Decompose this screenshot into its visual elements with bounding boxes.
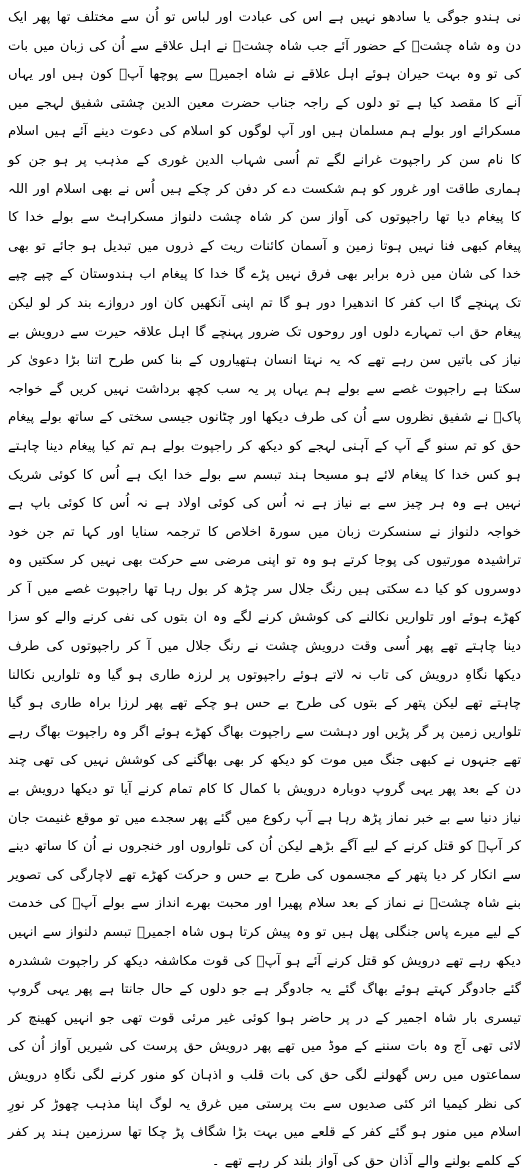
article-body-text: نی ہندو جوگی یا سادھو نہیں ہے اس کی عبادت اور لباس تو اُن سے مختلف تھا پھر ایک دن وہ شاہ چشتؒ کے حضور آئے جب شاہ چشتؒ نے اہل علاقے سے اُن کی زبان میں بات کی تو وہ بہت حیران ہوئے اہل علاقے نے شاہ اجمیرؒ سے پوچھا آپؒ کون ہیں اور یہاں آنے کا مقصد کیا ہے تو دلوں کے راجہ جناب حضرت معین الدین چشتی شفیق لہجے میں مسکرائے اور بولے ہم مسلمان ہیں اور آپ لوگوں کو اسلام کی دعوت دینے آئے ہیں اسلام کا نام سن کر راجپوت غرانے لگے تم اُسی شہاب الدین غوری کے مذہب پر ہو جن کو ہماری طاقت اور غرور کو ہم شکست دے کر دفن کر چکے ہیں اُس نے بھی اسلام اور اللہ کا پیغام دیا تھا راجپوتوں کی آواز سن کر شاہ چشت دلنواز مسکراہٹ سے بولے خدا کا پیغام کبھی فنا نہیں ہوتا زمین و آسمان کائنات ریت کے ذروں میں تبدیل ہو جائے تو بھی خدا کی شان میں ذرہ برابر بھی فرق نہیں پڑے گا خدا کا پیغام اب ہندوستان کے چپے چپے تک پہنچے گا اب کفر کا اندھیرا دور ہو گا تم اپنی آنکھیں کان اور دروازے بند کر لو لیکن پیغام حق اب تمہارے دلوں اور روحوں تک ضرور پہنچے گا اہل علاقہ حیرت سے درویش بے نیاز کی باتیں سن رہے تھے کہ یہ نہتا انسان ہتھیاروں کے بنا کس طرح اتنا بڑا دعویٰ کر سکتا ہے راجپوت غصے سے بولے ہم یہاں پر یہ سب کچھ برداشت نہیں کریں گے خواجہ پاکؒ نے شفیق نظروں سے اُن کی طرف دیکھا اور چٹانوں جیسی سختی کے ساتھ بولے پیغام حق کو تم سنو گے آپ کے آہنی لہجے کو دیکھ کر راجپوت بولے ہم تم کیا پیغام دینا چاہتے ہو کس خدا کا پیغام لائے ہو مسیحا ہند تبسم سے بولے خدا ایک ہے اُس کا کوئی شریک نہیں ہے وہ ہر چیز سے بے نیاز ہے نہ اُس کی کوئی اولاد ہے نہ اُس کا کوئی باپ ہے خواجہ دلنواز نے سنسکرت زبان میں سورۃ اخلاص کا ترجمہ سنایا اور کہا تم جن خود تراشیدہ مورتیوں کی پوجا کرتے ہو وہ تو اپنی مرضی سے حرکت بھی نہیں کر سکتیں وہ دوسروں کو کیا دے سکتی ہیں رنگ جلال سر چڑھ کر بول رہا تھا راجپوت غصے میں آ کر کھڑے ہوئے اور تلواریں نکالنے کی کوشش کرنے لگے وہ ان بتوں کی نفی کرنے والے کو سزا دینا چاہتے تھے پھر اُسی وقت درویش چشت نے رنگ جلال میں آ کر راجپوتوں کی طرف دیکھا نگاہِ درویش کی تاب نہ لاتے ہوئے راجپوتوں پر لرزہ طاری ہو گیا وہ تلواریں نکالنا چاہتے تھے لیکن پتھر کے بتوں کی طرح بے حس ہو چکے تھے پھر لرزا براہ طاری ہو گیا تلواریں زمین پر گر پڑیں اور دہشت سے راجپوت بھاگ کھڑے ہوئے اگر وہ راجپوت بھاگ رہے تھے جنہوں نے کبھی جنگ میں موت کو دیکھ کر بھی بھاگنے کی کوشش نہیں کی تھی چند دن کے بعد پھر یہی گروپ دوبارہ درویش با کمال کا کام تمام کرنے آیا تو دیکھا درویش بے نیاز دنیا سے بے خبر نماز پڑھ رہا ہے آپ رکوع میں گئے پھر سجدے میں تو موقع غنیمت جان کر آپؒ کو قتل کرنے کے لیے آگے بڑھے لیکن اُن کی تلواروں اور خنجروں نے اُن کا ساتھ دینے سے انکار کر دیا پتھر کے مجسموں کی طرح بے حس و حرکت کھڑے تھے لاچارگی کی تصویر بنے شاہ چشتؒ نے نماز کے بعد سلام پھیرا اور محبت بھرے انداز سے بولے آپؒ کی خدمت کے لیے میرے پاس جنگلی پھل ہیں تو وہ پیش کرتا ہوں شاہ اجمیرؒ تبسم دلنواز سے انہیں دیکھ رہے تھے درویش کو قتل کرنے آئے ہو آپؒ کی قوت مکاشفہ دیکھ کر راجپوت ششدرہ گئے جادوگر کہتے ہوئے بھاگ گئے یہ جادوگر ہے جو دلوں کے حال جانتا ہے پھر یہی گروپ تیسری بار شاہ اجمیر کے در پر حاضر ہوا کوئی غیر مرئی قوت تھی جو انہیں کھینچ کر لائی تھی آج وہ بات سننے کے موڈ میں تھے پھر درویش حق پرست کی شیریں آواز اُن کی سماعتوں میں رس گھولنے لگی حق کی بات قلب و اذہان کو منور کرنے لگی نگاہِ درویش کی نظر کیمیا اثر کئی صدیوں سے بت پرستی میں غرق یہ لوگ اپنا مذہب چھوڑ کر نورِ اسلام میں منور ہو گئے کفر کے قلعے میں بہت بڑا شگاف پڑ چکا تھا سرزمین ہند پر کفر کے کلمے بولنے والے آذان حق کی آواز بلند کر رہے تھے ۔ [8, 10, 521, 1169]
